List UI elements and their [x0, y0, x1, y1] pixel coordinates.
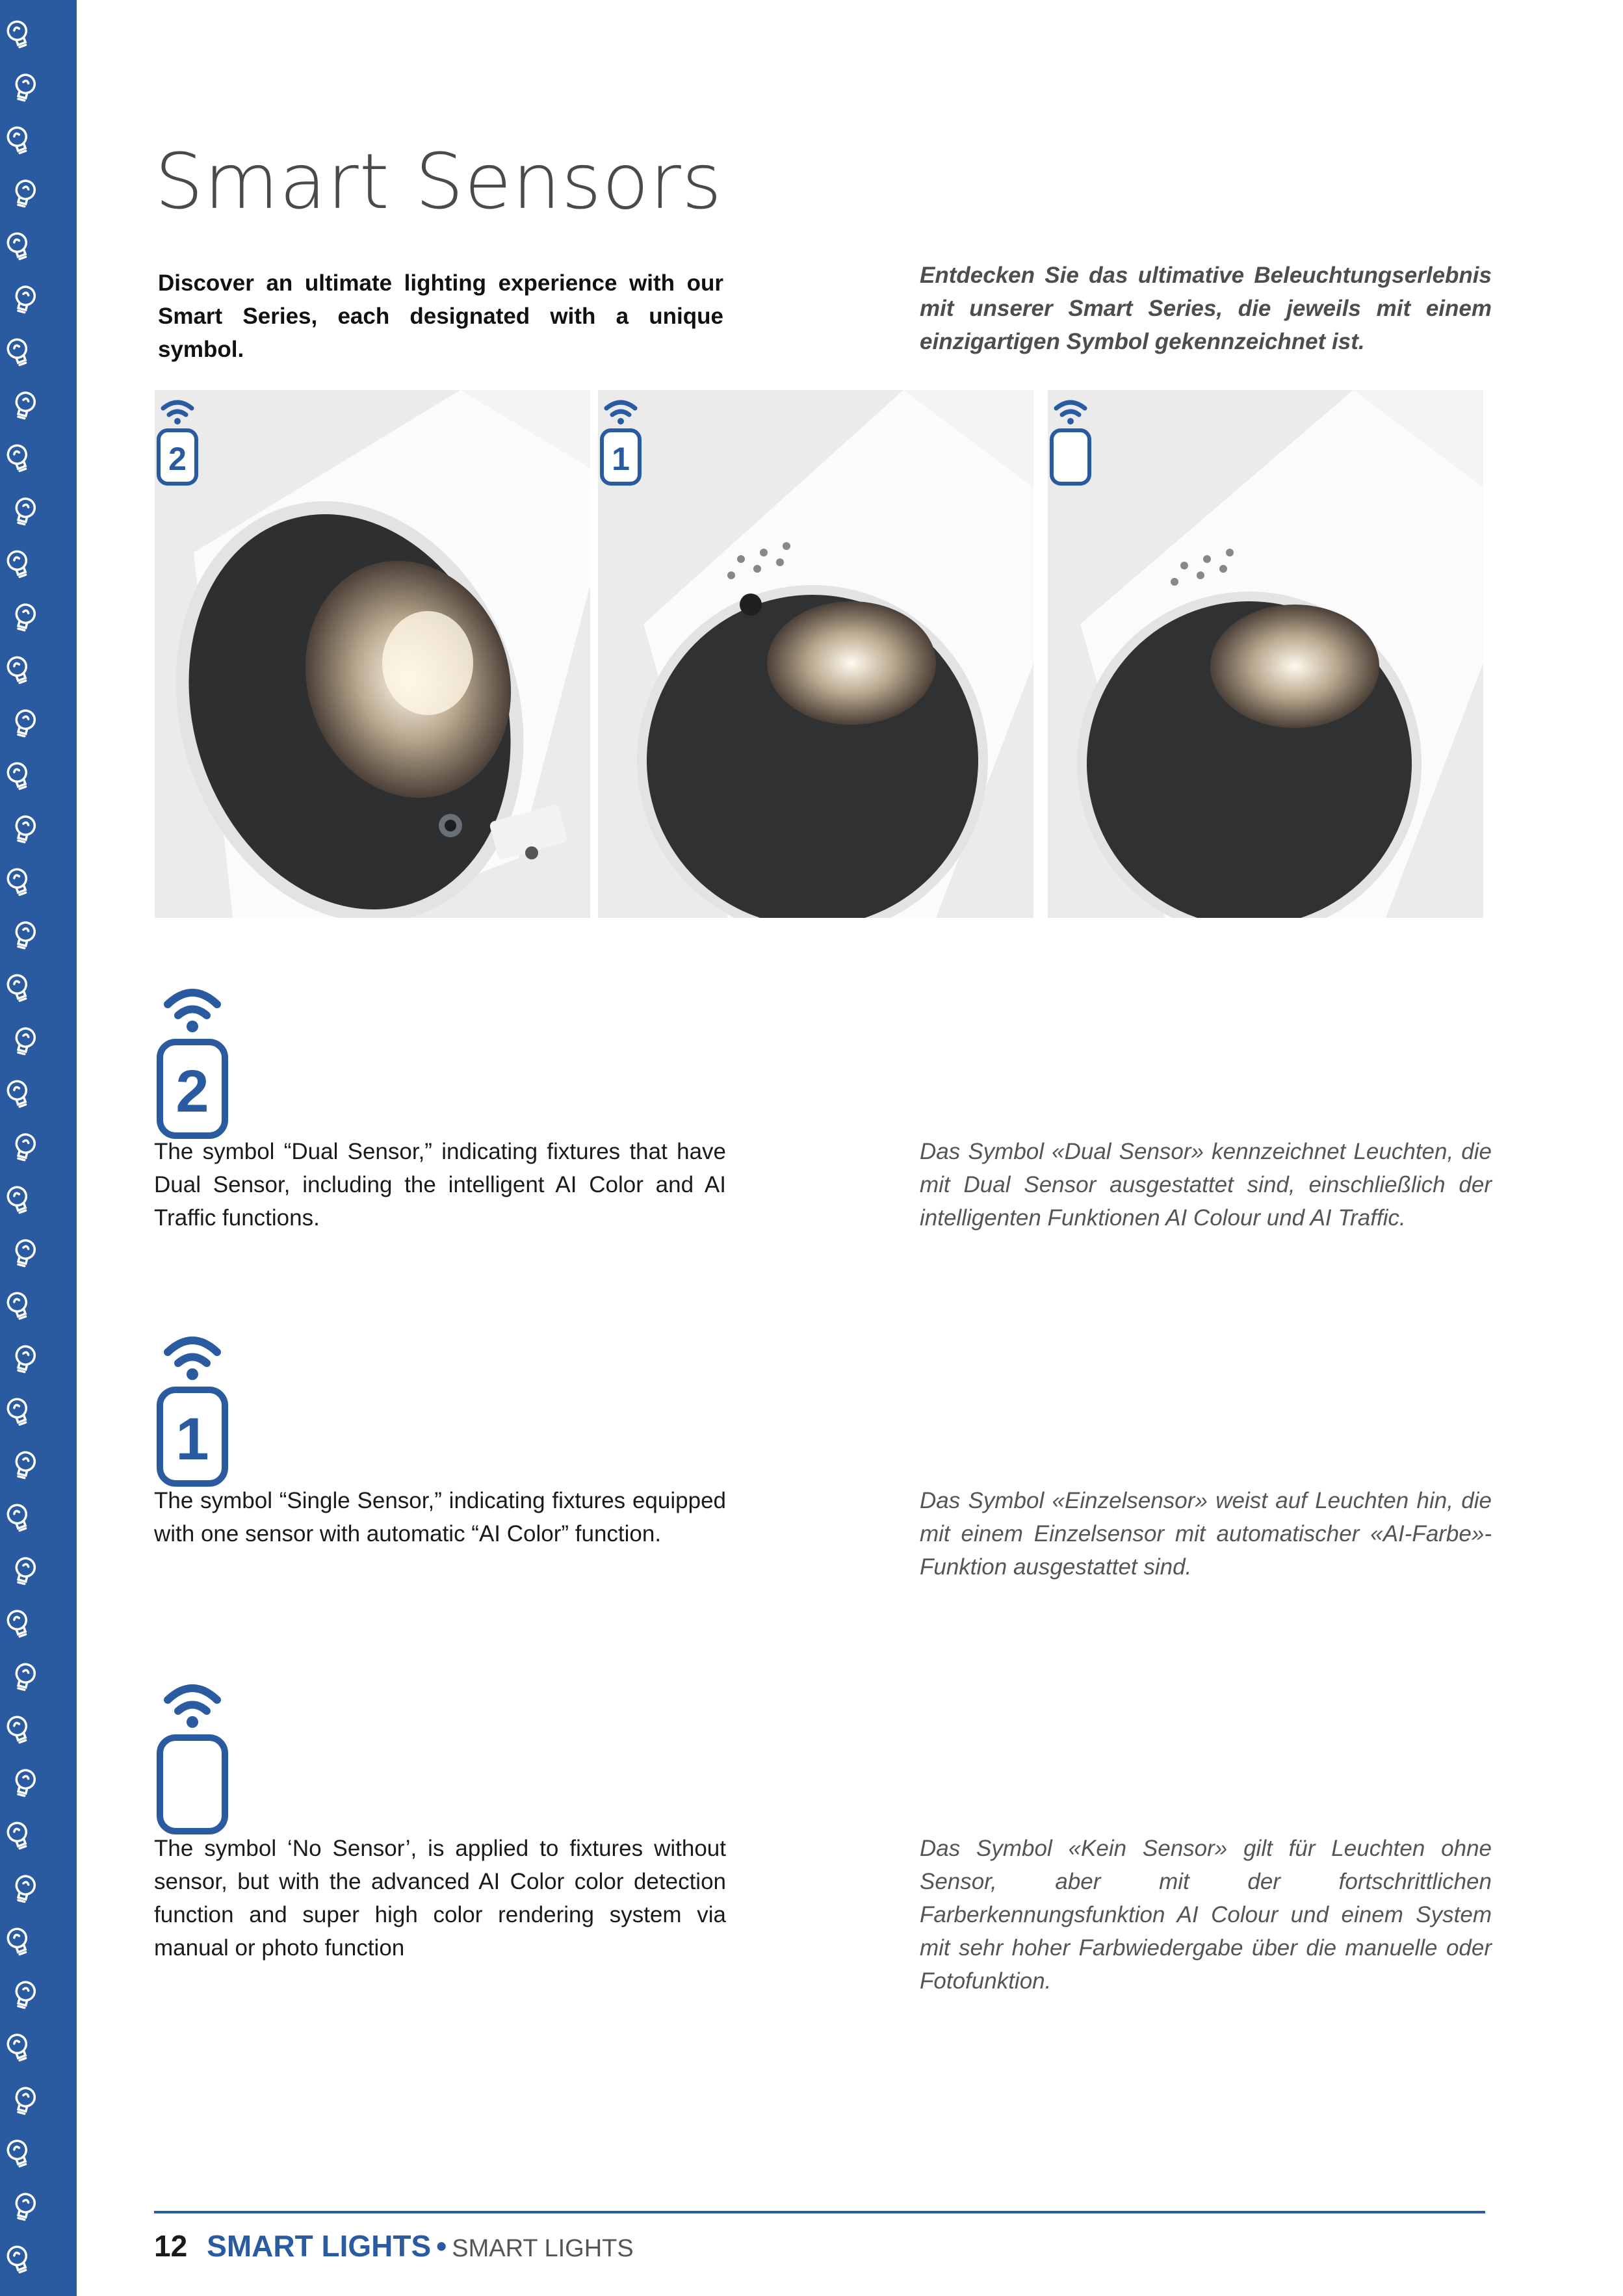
light-bulb-icon	[0, 1817, 36, 1853]
light-bulb-icon	[6, 1340, 43, 1377]
light-bulb-icon	[0, 122, 36, 158]
light-bulb-icon	[0, 1181, 36, 1218]
light-bulb-icon	[0, 651, 36, 688]
light-bulb-icon	[0, 1499, 36, 1535]
footer-separator: •	[436, 2229, 447, 2263]
light-bulb-icon	[6, 281, 43, 317]
light-bulb-icon	[0, 16, 36, 52]
product-photo-single-sensor	[598, 390, 1033, 918]
no-sensor-description-en: The symbol ‘No Sensor’, is applied to fixtures without sensor, but with the advanced AI Color color detection function and super high color rendering system via manual or photo function	[154, 1836, 726, 1961]
light-bulb-icon	[6, 2082, 43, 2119]
light-bulb-icon	[0, 333, 36, 370]
light-bulb-icon	[0, 863, 36, 900]
light-bulb-icon	[6, 69, 43, 105]
light-bulb-icon	[0, 1075, 36, 1112]
single-sensor-icon	[598, 390, 643, 488]
light-bulb-icon	[0, 439, 36, 476]
light-bulb-icon	[6, 1446, 43, 1483]
dual-sensor-description-de: Das Symbol «Dual Sensor» kennzeichnet Leuchten, die mit Dual Sensor ausgestattet sind, einschließlich der intelligenten Funktionen AI Colour und AI Traffic.	[920, 1139, 1492, 1231]
light-bulb-icon	[6, 175, 43, 211]
light-bulb-icon	[0, 1923, 36, 1959]
light-bulb-icon	[6, 493, 43, 529]
light-bulb-icon	[6, 705, 43, 741]
dual-sensor-description-en: The symbol “Dual Sensor,” indicating fixtures that have Dual Sensor, including the intelligent AI Color and AI Traffic functions.	[154, 1139, 726, 1231]
single-sensor-icon	[155, 1320, 230, 1489]
light-bulb-icon	[6, 1128, 43, 1165]
light-bulb-icon	[6, 1976, 43, 2013]
light-bulb-icon	[0, 2029, 36, 2065]
symbol-number: 1	[175, 1406, 209, 1472]
light-bulb-icon	[6, 1234, 43, 1271]
light-bulb-icon	[0, 1605, 36, 1641]
badge-number: 2	[168, 441, 187, 477]
intro-text-en: Discover an ultimate lighting experience with our Smart Series, each designated with a unique symbol.	[158, 270, 723, 362]
light-bulb-icon	[6, 1870, 43, 1907]
light-bulb-icon	[6, 811, 43, 847]
symbol-number: 2	[175, 1058, 209, 1125]
single-sensor-description-de: Das Symbol «Einzelsensor» weist auf Leuchten hin, die mit einem Einzelsensor mit automatischer «AI-Farbe»-Funktion ausgestattet sind.	[920, 1488, 1492, 1580]
light-bulb-icon	[0, 1393, 36, 1429]
light-bulb-icon	[0, 1287, 36, 1324]
light-bulb-icon	[0, 2241, 36, 2277]
light-bulb-icon	[6, 1658, 43, 1695]
no-sensor-icon	[1048, 390, 1093, 488]
light-bulb-icon	[6, 1023, 43, 1059]
badge-number: 1	[612, 441, 630, 477]
footer-section: SMART LIGHTS	[207, 2229, 432, 2263]
light-bulb-icon	[6, 387, 43, 423]
light-bulb-icon	[0, 1711, 36, 1747]
light-bulb-icon	[6, 1764, 43, 1801]
light-bulb-icon	[6, 599, 43, 635]
page-title: Smart Sensors	[155, 137, 723, 226]
product-photo-dual-sensor	[155, 390, 590, 918]
light-bulb-icon	[6, 2294, 43, 2296]
light-bulb-icon	[6, 2188, 43, 2224]
footer-divider	[154, 2211, 1485, 2213]
page-number: 12	[154, 2229, 188, 2263]
light-bulb-icon	[0, 228, 36, 264]
footer-subsection: SMART LIGHTS	[452, 2235, 634, 2262]
page-footer	[154, 2226, 634, 2268]
light-bulb-icon	[0, 2135, 36, 2171]
sidebar-bulb-pattern	[0, 0, 77, 2296]
product-photo-no-sensor	[1048, 390, 1483, 918]
no-sensor-description-de: Das Symbol «Kein Sensor» gilt für Leuchten ohne Sensor, aber mit der fortschrittlichen Farberkennungsfunktion AI Colour und einem System mit sehr hoher Farbwiedergabe über die manuelle oder Fotofunktion.	[920, 1836, 1492, 1994]
light-bulb-icon	[0, 757, 36, 794]
dual-sensor-icon	[155, 390, 200, 488]
light-bulb-icon	[0, 545, 36, 582]
single-sensor-description-en: The symbol “Single Sensor,” indicating fixtures equipped with one sensor with automatic “AI Color” function.	[154, 1488, 726, 1546]
intro-text-de: Entdecken Sie das ultimative Beleuchtungserlebnis mit unserer Smart Series, die jeweils mit einem einzigartigen Symbol gekennzeichnet ist.	[920, 263, 1492, 354]
dual-sensor-icon	[155, 972, 230, 1141]
light-bulb-icon	[0, 969, 36, 1006]
light-bulb-icon	[6, 917, 43, 953]
no-sensor-icon	[155, 1667, 230, 1836]
light-bulb-icon	[6, 1552, 43, 1589]
